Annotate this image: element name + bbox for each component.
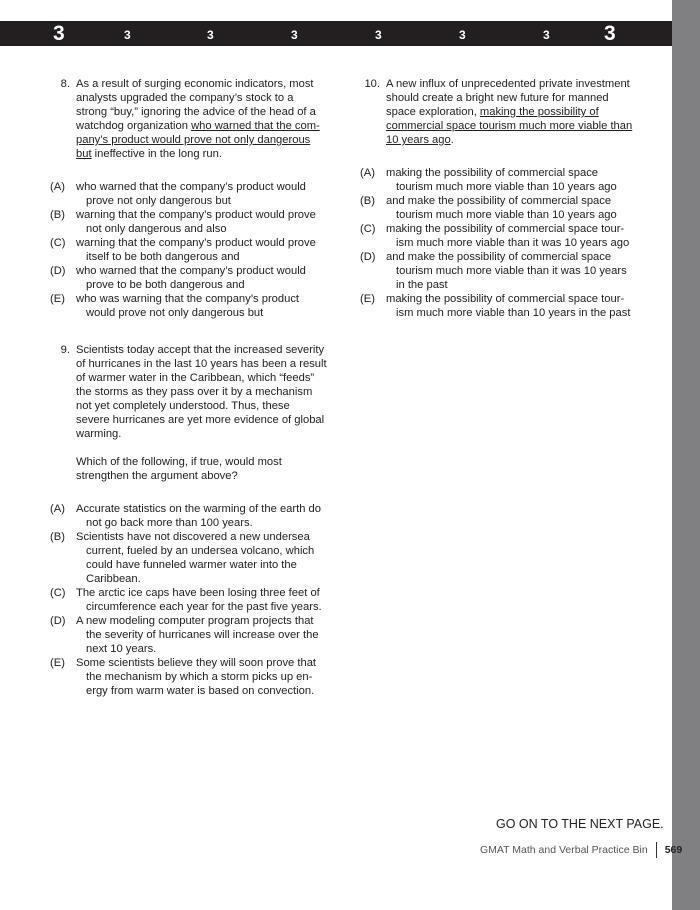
option-text: warning that the company’s product would prove xyxy=(76,237,316,249)
section-header-bar xyxy=(0,21,672,46)
option-letter: (C) xyxy=(50,237,66,249)
option-letter: (E) xyxy=(50,293,65,305)
option-letter: (A) xyxy=(360,167,375,179)
option-text: making the possibility of commercial space xyxy=(386,167,599,179)
option-text: itself to be both dangerous and xyxy=(86,251,240,263)
stem-line xyxy=(76,77,350,91)
stem-text: As a result of surging economic indicators, most xyxy=(76,78,314,90)
answer-option xyxy=(50,530,350,586)
divider xyxy=(656,842,657,858)
option-text: prove to be both dangerous and xyxy=(86,279,245,291)
stem-text-underlined: who warned that the com- xyxy=(191,120,320,132)
option-text: ergy from warm water is based on convection. xyxy=(86,685,315,697)
stem-line xyxy=(76,455,350,469)
answer-option xyxy=(50,292,350,320)
section-number: 3 xyxy=(53,22,65,45)
stem-text: watchdog organization xyxy=(76,120,192,132)
option-text: tourism much more viable than it was 10 years xyxy=(396,265,627,277)
option-letter: (D) xyxy=(50,265,66,277)
question-stem xyxy=(50,77,350,161)
question-8 xyxy=(50,77,350,320)
stem-text: ineffective in the long run. xyxy=(91,148,222,160)
stem-line xyxy=(386,133,660,147)
stem-text: strong “buy,” ignoring the advice of the head of a xyxy=(76,106,316,118)
option-text: The arctic ice caps have been losing three feet of xyxy=(76,587,320,599)
option-text: who warned that the company’s product would xyxy=(76,265,306,277)
option-text: making the possibility of commercial space tour- xyxy=(386,223,625,235)
answer-option xyxy=(50,180,350,208)
stem-text: space exploration, xyxy=(386,106,480,118)
answer-option xyxy=(50,586,350,614)
option-text: Caribbean. xyxy=(86,573,141,585)
option-text: would prove not only dangerous but xyxy=(86,307,264,319)
option-letter: (D) xyxy=(50,615,66,627)
option-text: circumference each year for the past five years. xyxy=(86,601,322,613)
stem-line xyxy=(386,105,660,119)
stem-text: warming. xyxy=(76,428,122,440)
option-text: tourism much more viable than 10 years ago xyxy=(396,181,617,193)
option-letter: (A) xyxy=(50,181,65,193)
answer-options xyxy=(50,180,350,320)
stem-text: of hurricanes in the last 10 years has been a result xyxy=(76,358,327,370)
option-text: the severity of hurricanes will increase over the xyxy=(86,629,319,641)
option-letter: (B) xyxy=(360,195,375,207)
question-number: 8. xyxy=(60,78,70,90)
stem-text: Which of the following, if true, would most xyxy=(76,456,282,468)
option-text: Some scientists believe they will soon prove that xyxy=(76,657,317,669)
stem-text-underlined: commercial space tourism much more viable than xyxy=(386,120,633,132)
stem-text: strengthen the argument above? xyxy=(76,470,238,482)
option-letter: (B) xyxy=(50,209,65,221)
answer-option xyxy=(360,292,660,320)
option-text: not go back more than 100 years. xyxy=(86,517,253,529)
stem-line xyxy=(76,147,350,161)
option-text: making the possibility of commercial space tour- xyxy=(386,293,625,305)
stem-line xyxy=(76,343,350,357)
answer-option xyxy=(360,222,660,250)
answer-option xyxy=(50,264,350,292)
book-title: GMAT Math and Verbal Practice Bin xyxy=(480,843,648,856)
question-10 xyxy=(360,77,660,320)
question-number: 10. xyxy=(364,78,380,90)
answer-option xyxy=(50,614,350,656)
stem-text: severe hurricanes are yet more evidence of global xyxy=(76,414,325,426)
option-text: next 10 years. xyxy=(86,643,157,655)
option-letter: (E) xyxy=(360,293,375,305)
stem-text: Scientists today accept that the increased severity xyxy=(76,344,325,356)
option-text: current, fueled by an undersea volcano, which xyxy=(86,545,315,557)
stem-line xyxy=(76,105,350,119)
section-number: 3 xyxy=(124,28,131,42)
page-edge-tab xyxy=(672,0,700,910)
stem-line xyxy=(76,357,350,371)
question-stem xyxy=(360,77,660,147)
page-number: 569 xyxy=(664,843,683,856)
stem-text-underlined: 10 years ago xyxy=(386,134,451,146)
section-number: 3 xyxy=(543,28,550,42)
stem-line xyxy=(76,413,350,427)
stem-text: not yet completely understood. Thus, these xyxy=(76,400,290,412)
answer-option xyxy=(360,194,660,222)
stem-line xyxy=(76,441,350,455)
section-number: 3 xyxy=(291,28,298,42)
stem-text-underlined: pany’s product would prove not only dangerous xyxy=(76,134,311,146)
stem-line xyxy=(76,385,350,399)
answer-option xyxy=(360,250,660,292)
option-letter: (A) xyxy=(50,503,65,515)
question-number: 9. xyxy=(60,344,70,356)
option-text: could have funneled warmer water into the xyxy=(86,559,297,571)
stem-text: of warmer water in the Caribbean, which “feeds” xyxy=(76,372,315,384)
stem-line xyxy=(386,91,660,105)
go-on-instruction: GO ON TO THE NEXT PAGE. xyxy=(496,817,664,831)
stem-line xyxy=(76,371,350,385)
question-stem xyxy=(50,343,350,483)
stem-line xyxy=(386,119,660,133)
option-letter: (B) xyxy=(50,531,65,543)
option-letter: (C) xyxy=(360,223,376,235)
answer-options xyxy=(360,166,660,320)
section-number: 3 xyxy=(604,22,616,45)
stem-line xyxy=(76,133,350,147)
stem-line xyxy=(76,427,350,441)
option-text: warning that the company’s product would prove xyxy=(76,209,316,221)
option-text: who was warning that the company’s product xyxy=(76,293,300,305)
option-text: not only dangerous and also xyxy=(86,223,227,235)
answer-option xyxy=(50,502,350,530)
question-9 xyxy=(50,343,350,698)
stem-text: should create a bright new future for manned xyxy=(386,92,609,104)
answer-options xyxy=(50,502,350,698)
option-letter: (D) xyxy=(360,251,376,263)
stem-line xyxy=(76,399,350,413)
option-text: ism much more viable than 10 years in the past xyxy=(396,307,631,319)
section-number: 3 xyxy=(375,28,382,42)
stem-line xyxy=(386,77,660,91)
answer-option xyxy=(360,166,660,194)
option-text: the mechanism by which a storm picks up en- xyxy=(86,671,313,683)
stem-line xyxy=(76,119,350,133)
answer-option xyxy=(50,236,350,264)
option-letter: (E) xyxy=(50,657,65,669)
option-text: tourism much more viable than 10 years ago xyxy=(396,209,617,221)
option-text: Accurate statistics on the warming of the earth do xyxy=(76,503,322,515)
stem-text-underlined: making the possibility of xyxy=(479,106,599,118)
option-text: and make the possibility of commercial space xyxy=(386,195,612,207)
stem-line xyxy=(76,91,350,105)
section-number: 3 xyxy=(207,28,214,42)
option-text: who warned that the company’s product would xyxy=(76,181,306,193)
section-number: 3 xyxy=(459,28,466,42)
option-text: A new modeling computer program projects that xyxy=(76,615,314,627)
page-footer xyxy=(480,842,682,858)
option-letter: (C) xyxy=(50,587,66,599)
option-text: prove not only dangerous but xyxy=(86,195,231,207)
option-text: ism much more viable than it was 10 years ago xyxy=(396,237,630,249)
stem-text: analysts upgraded the company’s stock to a xyxy=(76,92,294,104)
stem-line xyxy=(76,469,350,483)
answer-option xyxy=(50,656,350,698)
stem-text-underlined: but xyxy=(76,148,92,160)
option-text: and make the possibility of commercial space xyxy=(386,251,612,263)
stem-text: A new influx of unprecedented private investment xyxy=(386,78,630,90)
option-text: in the past xyxy=(396,279,448,291)
stem-text: the storms as they pass over it by a mechanism xyxy=(76,386,313,398)
option-text: Scientists have not discovered a new undersea xyxy=(76,531,310,543)
answer-option xyxy=(50,208,350,236)
stem-text: . xyxy=(450,134,454,146)
